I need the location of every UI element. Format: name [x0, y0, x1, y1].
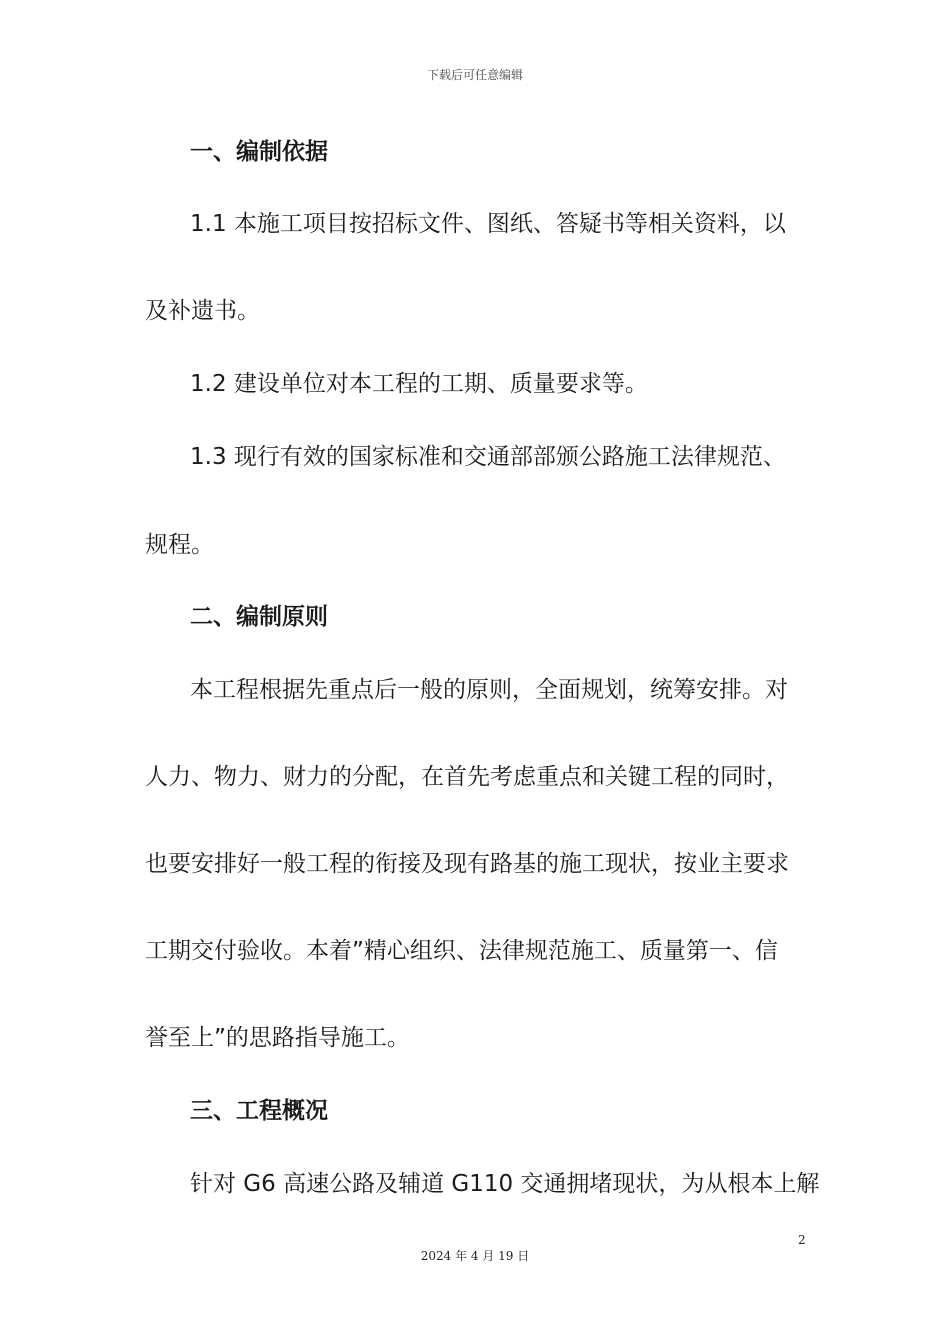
section-heading-1: 一、编制依据 [190, 139, 328, 165]
paragraph-line: 工期交付验收。本着”精心组织、法律规范施工、质量第一、信 [145, 938, 778, 964]
paragraph-line: 1.3 现行有效的国家标准和交通部部颁公路施工法律规范、 [190, 444, 786, 470]
paragraph-line: 规程。 [145, 532, 214, 558]
paragraph-line: 针对 G6 高速公路及辅道 G110 交通拥堵现状，为从根本上解 [190, 1171, 820, 1197]
page-number: 2 [798, 1233, 806, 1247]
section-heading-2: 二、编制原则 [190, 604, 328, 630]
paragraph-line: 本工程根据先重点后一般的原则，全面规划，统筹安排。对 [190, 677, 788, 703]
section-heading-3: 三、工程概况 [190, 1098, 328, 1124]
page-header: 下载后可任意编辑 [426, 68, 523, 82]
paragraph-line: 1.1 本施工项目按招标文件、图纸、答疑书等相关资料，以 [190, 211, 786, 237]
paragraph-line: 1.2 建设单位对本工程的工期、质量要求等。 [190, 371, 648, 397]
paragraph-line: 及补遗书。 [145, 298, 260, 324]
paragraph-line: 人力、物力、财力的分配，在首先考虑重点和关键工程的同时， [145, 764, 789, 790]
paragraph-line: 也要安排好一般工程的衔接及现有路基的施工现状，按业主要求 [145, 851, 789, 877]
footer-date: 2024 年 4 月 19 日 [420, 1249, 530, 1263]
paragraph-line: 誉至上”的思路指导施工。 [145, 1025, 410, 1051]
